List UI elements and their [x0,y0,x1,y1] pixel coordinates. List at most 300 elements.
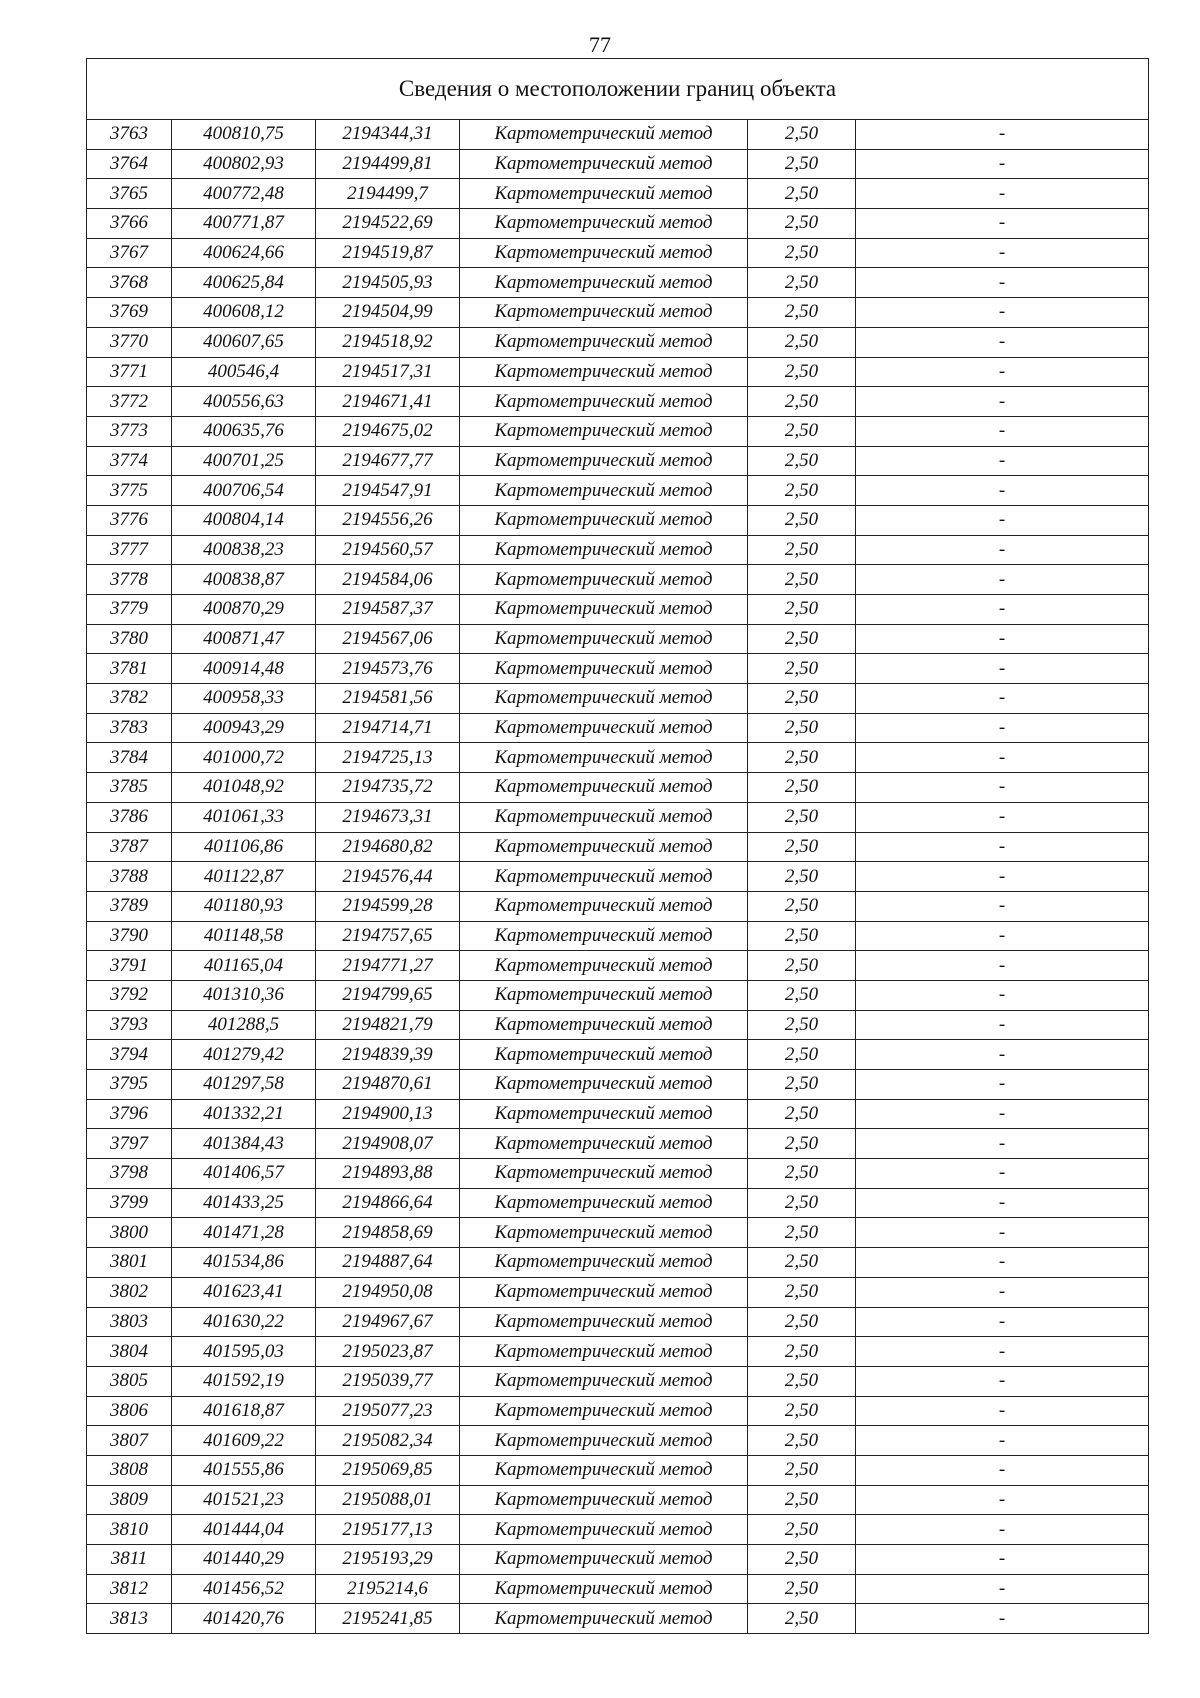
table-row [87,921,1149,951]
y-coordinate-cell: 2195023,87 [316,1337,460,1367]
point-number-cell: 3791 [87,951,172,981]
point-number-cell: 3786 [87,802,172,832]
y-coordinate-cell: 2194499,81 [316,149,460,179]
y-coordinate-cell: 2195088,01 [316,1485,460,1515]
page-number: 77 [589,32,611,57]
method-cell: Картометрический метод [460,1040,748,1070]
y-coordinate-cell: 2194839,39 [316,1040,460,1070]
y-coordinate-cell: 2195039,77 [316,1366,460,1396]
point-number-cell: 3778 [87,565,172,595]
table-row [87,595,1149,625]
y-coordinate-cell: 2194573,76 [316,654,460,684]
point-number-cell: 3809 [87,1485,172,1515]
accuracy-cell: 2,50 [748,476,856,506]
method-cell: Картометрический метод [460,684,748,714]
method-cell: Картометрический метод [460,505,748,535]
boundary-coordinates-table [86,58,1149,1634]
description-cell: - [856,1099,1149,1129]
y-coordinate-cell: 2194893,88 [316,1159,460,1189]
x-coordinate-cell: 401000,72 [172,743,316,773]
y-coordinate-cell: 2194547,91 [316,476,460,506]
table-body [87,120,1149,1634]
point-number-cell: 3796 [87,1099,172,1129]
accuracy-cell: 2,50 [748,149,856,179]
point-number-cell: 3789 [87,891,172,921]
method-cell: Картометрический метод [460,743,748,773]
x-coordinate-cell: 400914,48 [172,654,316,684]
description-cell: - [856,1070,1149,1100]
point-number-cell: 3811 [87,1545,172,1575]
accuracy-cell: 2,50 [748,1396,856,1426]
y-coordinate-cell: 2194567,06 [316,624,460,654]
accuracy-cell: 2,50 [748,357,856,387]
x-coordinate-cell: 401534,86 [172,1248,316,1278]
accuracy-cell: 2,50 [748,684,856,714]
x-coordinate-cell: 401180,93 [172,891,316,921]
point-number-cell: 3765 [87,179,172,209]
method-cell: Картометрический метод [460,1010,748,1040]
y-coordinate-cell: 2194870,61 [316,1070,460,1100]
point-number-cell: 3788 [87,862,172,892]
x-coordinate-cell: 400772,48 [172,179,316,209]
method-cell: Картометрический метод [460,1545,748,1575]
x-coordinate-cell: 400958,33 [172,684,316,714]
table-row [87,238,1149,268]
table-row [87,209,1149,239]
description-cell: - [856,1129,1149,1159]
table-row [87,1248,1149,1278]
method-cell: Картометрический метод [460,773,748,803]
table-row [87,416,1149,446]
table-row [87,980,1149,1010]
accuracy-cell: 2,50 [748,773,856,803]
x-coordinate-cell: 401165,04 [172,951,316,981]
table-row [87,1515,1149,1545]
method-cell: Картометрический метод [460,476,748,506]
description-cell: - [856,357,1149,387]
accuracy-cell: 2,50 [748,802,856,832]
x-coordinate-cell: 401288,5 [172,1010,316,1040]
accuracy-cell: 2,50 [748,1307,856,1337]
table-row [87,1070,1149,1100]
x-coordinate-cell: 401456,52 [172,1574,316,1604]
description-cell: - [856,179,1149,209]
x-coordinate-cell: 400802,93 [172,149,316,179]
method-cell: Картометрический метод [460,862,748,892]
method-cell: Картометрический метод [460,565,748,595]
accuracy-cell: 2,50 [748,1604,856,1634]
point-number-cell: 3807 [87,1426,172,1456]
y-coordinate-cell: 2195193,29 [316,1545,460,1575]
x-coordinate-cell: 401433,25 [172,1188,316,1218]
table-row [87,387,1149,417]
y-coordinate-cell: 2194560,57 [316,535,460,565]
method-cell: Картометрический метод [460,179,748,209]
description-cell: - [856,120,1149,150]
point-number-cell: 3800 [87,1218,172,1248]
table-row [87,1455,1149,1485]
description-cell: - [856,416,1149,446]
table-row [87,1545,1149,1575]
method-cell: Картометрический метод [460,298,748,328]
accuracy-cell: 2,50 [748,862,856,892]
accuracy-cell: 2,50 [748,1337,856,1367]
method-cell: Картометрический метод [460,1070,748,1100]
x-coordinate-cell: 401297,58 [172,1070,316,1100]
method-cell: Картометрический метод [460,1248,748,1278]
y-coordinate-cell: 2194908,07 [316,1129,460,1159]
accuracy-cell: 2,50 [748,416,856,446]
table-row [87,1307,1149,1337]
x-coordinate-cell: 401444,04 [172,1515,316,1545]
description-cell: - [856,149,1149,179]
table-row [87,535,1149,565]
description-cell: - [856,1040,1149,1070]
accuracy-cell: 2,50 [748,595,856,625]
point-number-cell: 3772 [87,387,172,417]
description-cell: - [856,1485,1149,1515]
x-coordinate-cell: 401623,41 [172,1277,316,1307]
table-row [87,327,1149,357]
x-coordinate-cell: 400838,23 [172,535,316,565]
description-cell: - [856,921,1149,951]
method-cell: Картометрический метод [460,951,748,981]
description-cell: - [856,238,1149,268]
point-number-cell: 3784 [87,743,172,773]
description-cell: - [856,327,1149,357]
description-cell: - [856,773,1149,803]
accuracy-cell: 2,50 [748,1366,856,1396]
y-coordinate-cell: 2194587,37 [316,595,460,625]
method-cell: Картометрический метод [460,1277,748,1307]
method-cell: Картометрический метод [460,654,748,684]
description-cell: - [856,298,1149,328]
point-number-cell: 3787 [87,832,172,862]
description-cell: - [856,951,1149,981]
table-row [87,298,1149,328]
table-row [87,149,1149,179]
description-cell: - [856,565,1149,595]
point-number-cell: 3764 [87,149,172,179]
accuracy-cell: 2,50 [748,238,856,268]
table-row [87,1218,1149,1248]
point-number-cell: 3779 [87,595,172,625]
table-row [87,565,1149,595]
method-cell: Картометрический метод [460,1159,748,1189]
x-coordinate-cell: 401420,76 [172,1604,316,1634]
description-cell: - [856,268,1149,298]
y-coordinate-cell: 2195177,13 [316,1515,460,1545]
description-cell: - [856,505,1149,535]
point-number-cell: 3798 [87,1159,172,1189]
y-coordinate-cell: 2195069,85 [316,1455,460,1485]
x-coordinate-cell: 401048,92 [172,773,316,803]
method-cell: Картометрический метод [460,1396,748,1426]
table-row [87,1040,1149,1070]
y-coordinate-cell: 2194504,99 [316,298,460,328]
point-number-cell: 3806 [87,1396,172,1426]
description-cell: - [856,1574,1149,1604]
y-coordinate-cell: 2194967,67 [316,1307,460,1337]
method-cell: Картометрический метод [460,327,748,357]
accuracy-cell: 2,50 [748,565,856,595]
x-coordinate-cell: 401406,57 [172,1159,316,1189]
y-coordinate-cell: 2194519,87 [316,238,460,268]
table-row [87,713,1149,743]
y-coordinate-cell: 2194581,56 [316,684,460,714]
y-coordinate-cell: 2194771,27 [316,951,460,981]
accuracy-cell: 2,50 [748,980,856,1010]
description-cell: - [856,387,1149,417]
point-number-cell: 3792 [87,980,172,1010]
table-row [87,891,1149,921]
accuracy-cell: 2,50 [748,624,856,654]
method-cell: Картометрический метод [460,1188,748,1218]
method-cell: Картометрический метод [460,1485,748,1515]
x-coordinate-cell: 401061,33 [172,802,316,832]
accuracy-cell: 2,50 [748,1545,856,1575]
x-coordinate-cell: 401279,42 [172,1040,316,1070]
accuracy-cell: 2,50 [748,1129,856,1159]
description-cell: - [856,446,1149,476]
accuracy-cell: 2,50 [748,1188,856,1218]
point-number-cell: 3794 [87,1040,172,1070]
table-row [87,832,1149,862]
accuracy-cell: 2,50 [748,1040,856,1070]
description-cell: - [856,1426,1149,1456]
point-number-cell: 3790 [87,921,172,951]
accuracy-cell: 2,50 [748,535,856,565]
accuracy-cell: 2,50 [748,1248,856,1278]
table-row [87,505,1149,535]
table-row [87,1010,1149,1040]
x-coordinate-cell: 401440,29 [172,1545,316,1575]
y-coordinate-cell: 2194522,69 [316,209,460,239]
method-cell: Картометрический метод [460,209,748,239]
description-cell: - [856,1307,1149,1337]
description-cell: - [856,1545,1149,1575]
table-row [87,446,1149,476]
x-coordinate-cell: 401106,86 [172,832,316,862]
method-cell: Картометрический метод [460,1129,748,1159]
table-row [87,1159,1149,1189]
point-number-cell: 3810 [87,1515,172,1545]
point-number-cell: 3776 [87,505,172,535]
method-cell: Картометрический метод [460,1337,748,1367]
y-coordinate-cell: 2194556,26 [316,505,460,535]
method-cell: Картометрический метод [460,980,748,1010]
y-coordinate-cell: 2195077,23 [316,1396,460,1426]
method-cell: Картометрический метод [460,238,748,268]
table-row [87,268,1149,298]
description-cell: - [856,802,1149,832]
point-number-cell: 3803 [87,1307,172,1337]
x-coordinate-cell: 401310,36 [172,980,316,1010]
accuracy-cell: 2,50 [748,951,856,981]
accuracy-cell: 2,50 [748,1277,856,1307]
x-coordinate-cell: 400556,63 [172,387,316,417]
accuracy-cell: 2,50 [748,268,856,298]
table-row [87,1277,1149,1307]
point-number-cell: 3768 [87,268,172,298]
x-coordinate-cell: 401592,19 [172,1366,316,1396]
point-number-cell: 3797 [87,1129,172,1159]
x-coordinate-cell: 400625,84 [172,268,316,298]
method-cell: Картометрический метод [460,268,748,298]
table-row [87,1604,1149,1634]
y-coordinate-cell: 2194517,31 [316,357,460,387]
description-cell: - [856,1010,1149,1040]
x-coordinate-cell: 401384,43 [172,1129,316,1159]
description-cell: - [856,476,1149,506]
point-number-cell: 3782 [87,684,172,714]
x-coordinate-cell: 400635,76 [172,416,316,446]
x-coordinate-cell: 400771,87 [172,209,316,239]
point-number-cell: 3808 [87,1455,172,1485]
accuracy-cell: 2,50 [748,387,856,417]
point-number-cell: 3799 [87,1188,172,1218]
table-row [87,862,1149,892]
x-coordinate-cell: 401618,87 [172,1396,316,1426]
accuracy-cell: 2,50 [748,1218,856,1248]
point-number-cell: 3801 [87,1248,172,1278]
method-cell: Картометрический метод [460,595,748,625]
y-coordinate-cell: 2194675,02 [316,416,460,446]
method-cell: Картометрический метод [460,446,748,476]
description-cell: - [856,1159,1149,1189]
y-coordinate-cell: 2194900,13 [316,1099,460,1129]
point-number-cell: 3771 [87,357,172,387]
x-coordinate-cell: 401521,23 [172,1485,316,1515]
y-coordinate-cell: 2194866,64 [316,1188,460,1218]
point-number-cell: 3795 [87,1070,172,1100]
table-row [87,684,1149,714]
method-cell: Картометрический метод [460,1515,748,1545]
table-row [87,743,1149,773]
description-cell: - [856,535,1149,565]
table-row [87,1129,1149,1159]
point-number-cell: 3793 [87,1010,172,1040]
table-row [87,179,1149,209]
method-cell: Картометрический метод [460,357,748,387]
accuracy-cell: 2,50 [748,743,856,773]
description-cell: - [856,684,1149,714]
table-row [87,1099,1149,1129]
accuracy-cell: 2,50 [748,1455,856,1485]
method-cell: Картометрический метод [460,1426,748,1456]
table-row [87,1188,1149,1218]
x-coordinate-cell: 400701,25 [172,446,316,476]
accuracy-cell: 2,50 [748,713,856,743]
table-row [87,654,1149,684]
accuracy-cell: 2,50 [748,327,856,357]
description-cell: - [856,1277,1149,1307]
y-coordinate-cell: 2194673,31 [316,802,460,832]
x-coordinate-cell: 400706,54 [172,476,316,506]
x-coordinate-cell: 400608,12 [172,298,316,328]
method-cell: Картометрический метод [460,1574,748,1604]
method-cell: Картометрический метод [460,1218,748,1248]
method-cell: Картометрический метод [460,891,748,921]
point-number-cell: 3802 [87,1277,172,1307]
table-row [87,1426,1149,1456]
y-coordinate-cell: 2194950,08 [316,1277,460,1307]
x-coordinate-cell: 400838,87 [172,565,316,595]
y-coordinate-cell: 2194714,71 [316,713,460,743]
accuracy-cell: 2,50 [748,1159,856,1189]
point-number-cell: 3766 [87,209,172,239]
table-row [87,1337,1149,1367]
accuracy-cell: 2,50 [748,179,856,209]
table-row [87,1574,1149,1604]
description-cell: - [856,1455,1149,1485]
point-number-cell: 3775 [87,476,172,506]
table-row [87,120,1149,150]
x-coordinate-cell: 400870,29 [172,595,316,625]
description-cell: - [856,1396,1149,1426]
point-number-cell: 3783 [87,713,172,743]
accuracy-cell: 2,50 [748,120,856,150]
method-cell: Картометрический метод [460,624,748,654]
method-cell: Картометрический метод [460,921,748,951]
accuracy-cell: 2,50 [748,446,856,476]
x-coordinate-cell: 400804,14 [172,505,316,535]
table-row [87,357,1149,387]
description-cell: - [856,1188,1149,1218]
y-coordinate-cell: 2194887,64 [316,1248,460,1278]
point-number-cell: 3770 [87,327,172,357]
accuracy-cell: 2,50 [748,505,856,535]
x-coordinate-cell: 400546,4 [172,357,316,387]
point-number-cell: 3804 [87,1337,172,1367]
y-coordinate-cell: 2194725,13 [316,743,460,773]
method-cell: Картометрический метод [460,713,748,743]
table-title: Сведения о местоположении границ объекта [87,59,1149,120]
method-cell: Картометрический метод [460,1604,748,1634]
y-coordinate-cell: 2194576,44 [316,862,460,892]
description-cell: - [856,713,1149,743]
table-row [87,773,1149,803]
accuracy-cell: 2,50 [748,1070,856,1100]
method-cell: Картометрический метод [460,1099,748,1129]
point-number-cell: 3777 [87,535,172,565]
accuracy-cell: 2,50 [748,921,856,951]
table-row [87,802,1149,832]
description-cell: - [856,1366,1149,1396]
x-coordinate-cell: 401122,87 [172,862,316,892]
method-cell: Картометрический метод [460,802,748,832]
point-number-cell: 3763 [87,120,172,150]
y-coordinate-cell: 2194671,41 [316,387,460,417]
y-coordinate-cell: 2194680,82 [316,832,460,862]
description-cell: - [856,1515,1149,1545]
y-coordinate-cell: 2195082,34 [316,1426,460,1456]
table-row [87,476,1149,506]
description-cell: - [856,1337,1149,1367]
x-coordinate-cell: 401148,58 [172,921,316,951]
method-cell: Картометрический метод [460,1366,748,1396]
description-cell: - [856,1604,1149,1634]
table-row [87,624,1149,654]
description-cell: - [856,832,1149,862]
description-cell: - [856,209,1149,239]
table-row [87,1485,1149,1515]
y-coordinate-cell: 2194677,77 [316,446,460,476]
x-coordinate-cell: 401471,28 [172,1218,316,1248]
description-cell: - [856,980,1149,1010]
accuracy-cell: 2,50 [748,209,856,239]
y-coordinate-cell: 2194505,93 [316,268,460,298]
